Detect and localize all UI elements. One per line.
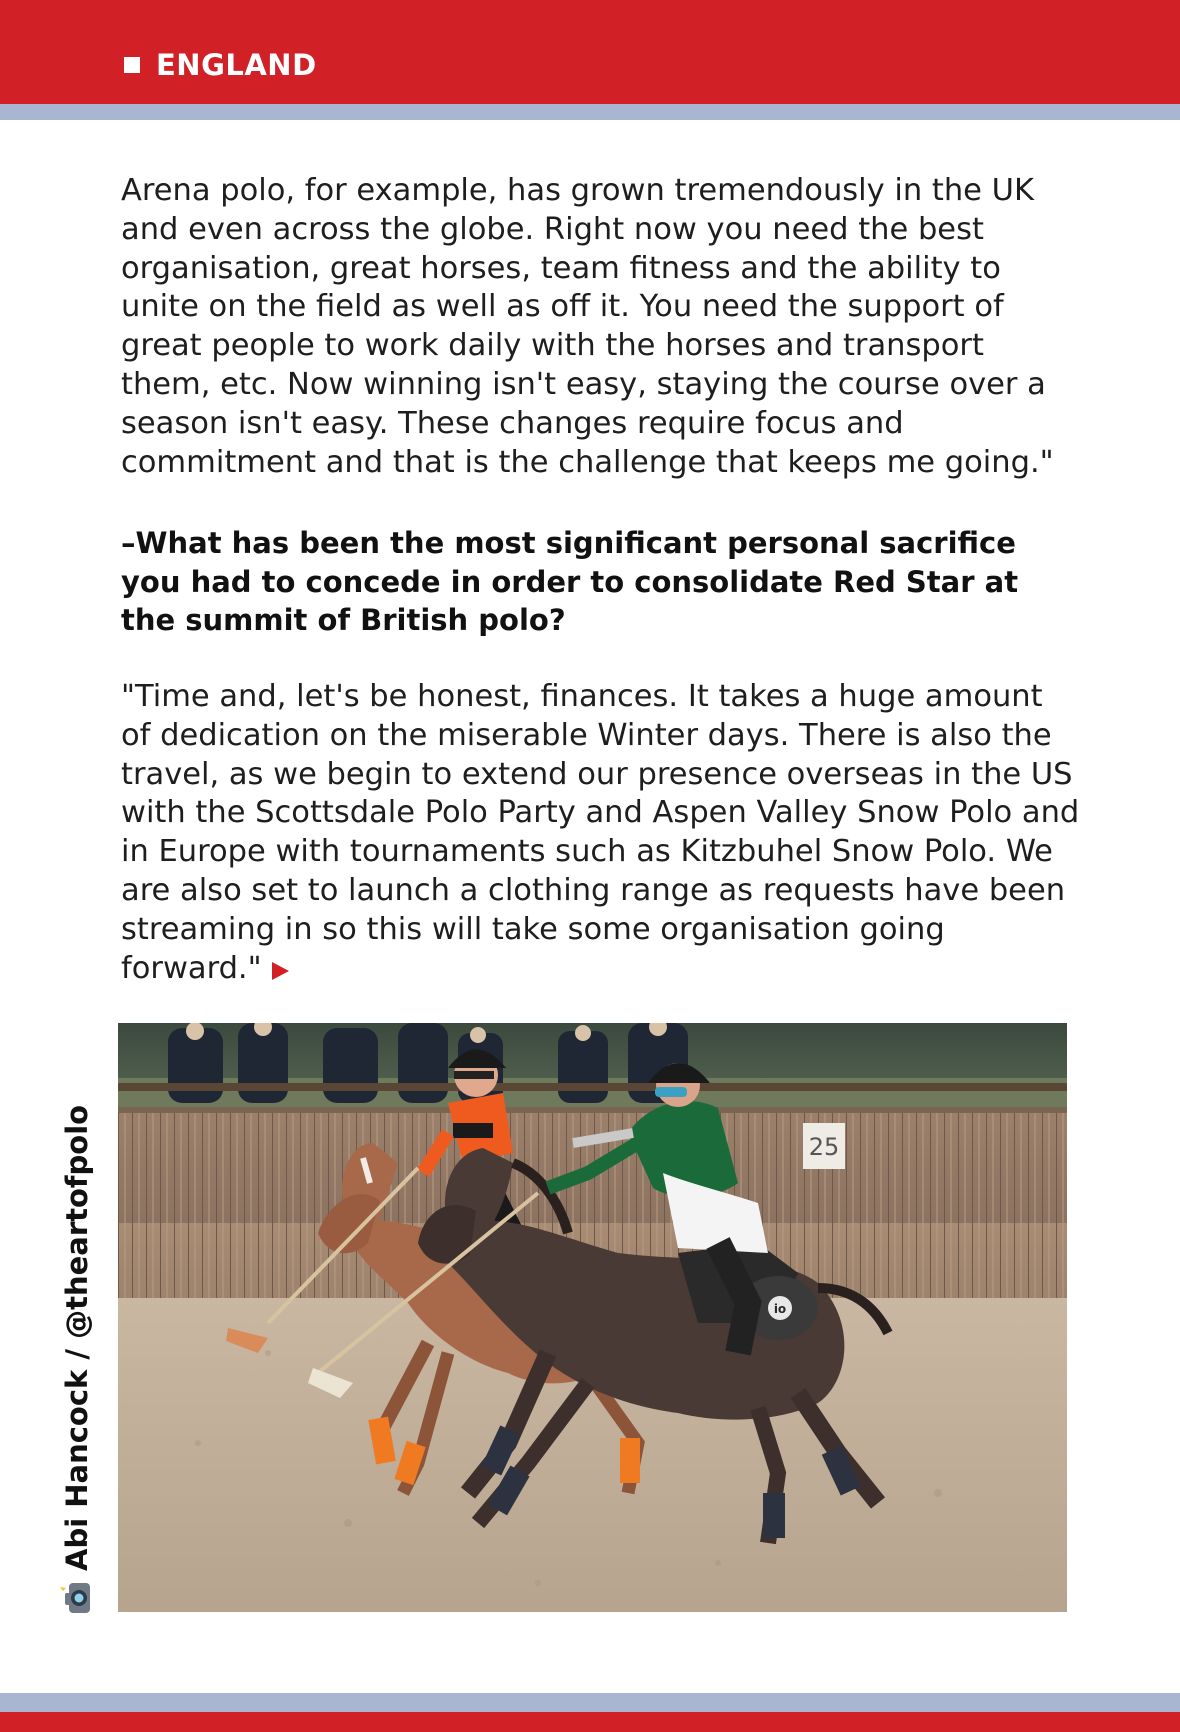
article-paragraph-2-text: "Time and, let's be honest, finances. It takes a huge amount of dedication on the miserable Winter days. There is also the travel, as we begin to extend our presence overseas in the US with the Scottsdale Polo Party and Aspen Valley Snow Polo and in Europe with tournaments such as Kitzbuhel Snow Polo. We are also set to launch a clothing range as requests have been streaming in so this will take some organisation going forward." <box>121 679 1080 986</box>
square-bullet-icon <box>124 57 140 73</box>
interview-question: –What has been the most significant personal sacrifice you had to concede in order to consolidate Red Star at the summit of British polo? <box>121 526 1019 637</box>
photo-credit <box>57 1095 97 1615</box>
footer-stripe <box>0 1693 1180 1712</box>
saddle-pad-logo: io <box>773 1302 787 1316</box>
section-label: ENGLAND <box>156 48 317 82</box>
article-paragraph-2 <box>121 678 1081 988</box>
footer-bar <box>0 1712 1180 1732</box>
article-paragraph-1: Arena polo, for example, has grown tremendously in the UK and even across the globe. Right now you need the best organisation, great horses, team fitness and the ability to unite on the field as well as off it. You need the support of great people to work daily with the horses and transport them, etc. Now winning isn't easy, staying the course over a season isn't easy. These changes require focus and commitment and that is the challenge that keeps me going." <box>121 173 1054 480</box>
board-number: 25 <box>808 1133 840 1161</box>
header-stripe <box>0 104 1180 120</box>
section-tag <box>124 45 317 85</box>
polo-photo <box>118 1023 1067 1612</box>
photo-credit-text: Abi Hancock / @theartofpolo <box>60 1104 94 1571</box>
camera-icon <box>60 1581 94 1615</box>
triangle-right-icon <box>272 962 289 980</box>
